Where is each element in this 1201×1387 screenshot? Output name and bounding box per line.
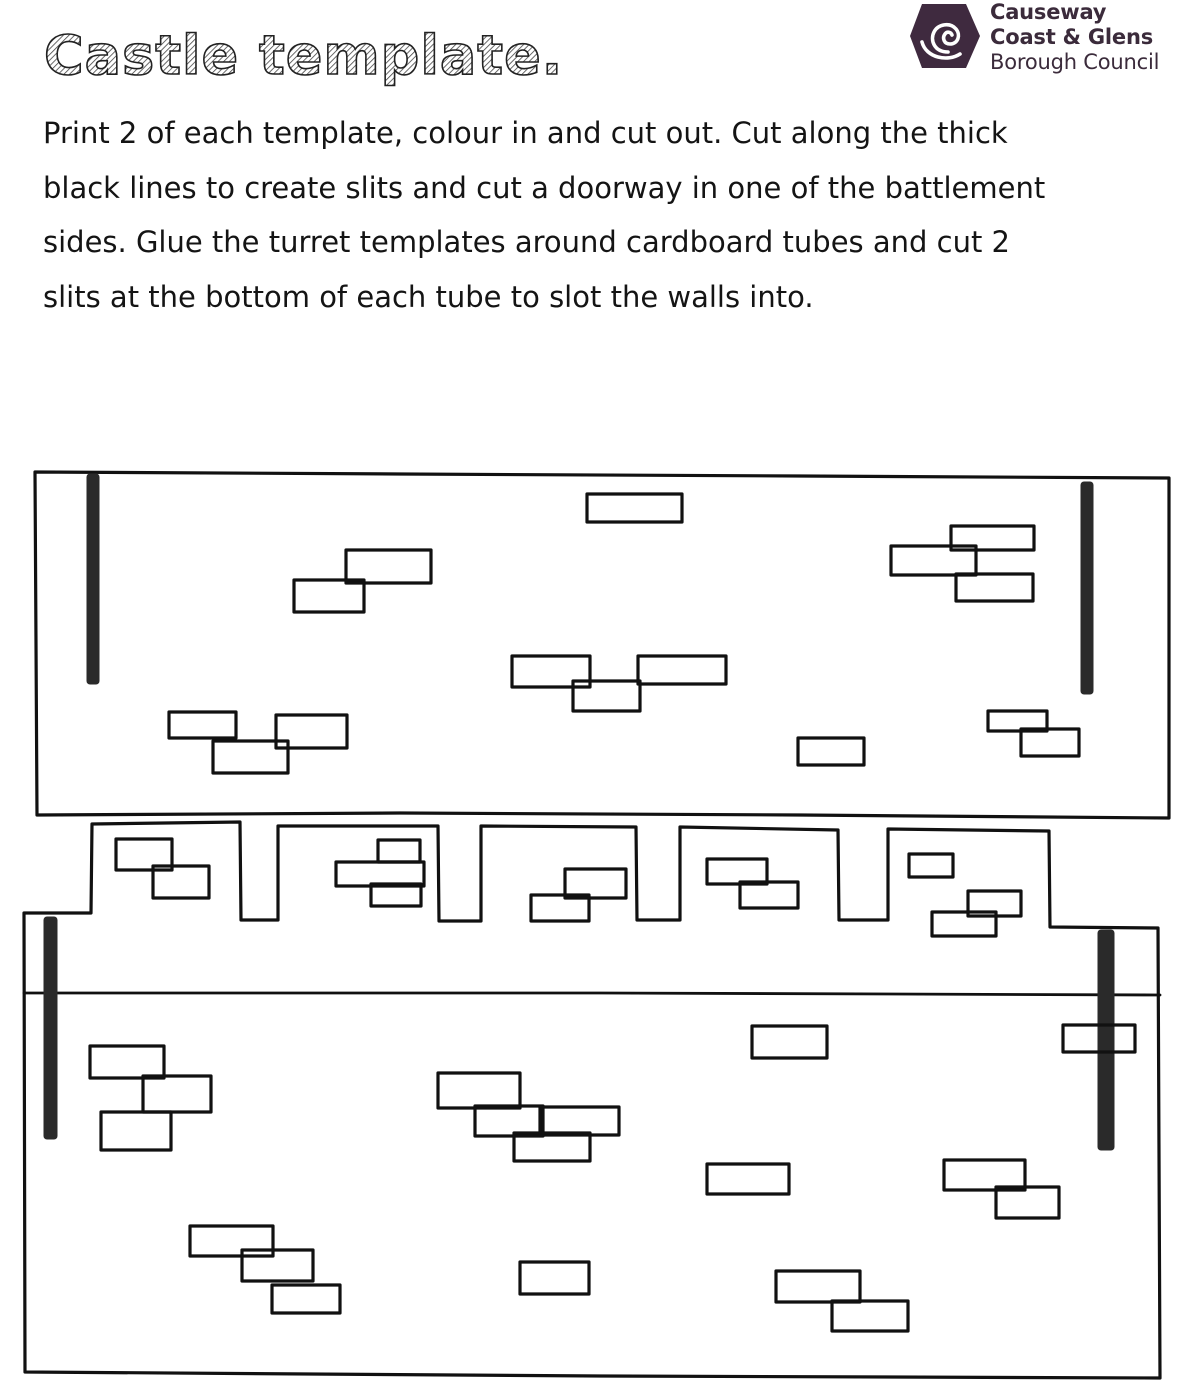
fold-line bbox=[24, 993, 1160, 995]
spiral-logo-icon bbox=[908, 2, 982, 70]
castle-template-drawing bbox=[0, 440, 1201, 1382]
cut-slit-left bbox=[87, 474, 99, 684]
brick-pattern bbox=[169, 494, 1079, 773]
turret-template bbox=[35, 472, 1169, 818]
brick-pattern bbox=[90, 839, 1135, 1331]
cut-slit-left bbox=[44, 917, 57, 1139]
cut-slit-right bbox=[1081, 482, 1093, 694]
turret-template-outline bbox=[35, 472, 1169, 818]
battlement-template-outline bbox=[24, 822, 1160, 1378]
page-title-text: Castle template. bbox=[44, 24, 564, 87]
logo-wordmark bbox=[990, 0, 1159, 75]
page-title bbox=[42, 22, 602, 92]
council-logo bbox=[908, 0, 1198, 74]
cut-slit-right bbox=[1098, 930, 1114, 1150]
logo-line-3: Borough Council bbox=[990, 50, 1160, 74]
logo-line-2: Coast & Glens bbox=[990, 25, 1154, 49]
logo-line-1: Causeway bbox=[990, 0, 1107, 24]
battlement-template bbox=[24, 822, 1160, 1378]
instructions-text: Print 2 of each template, colour in and cut out. Cut along the thick black lines to create slits and cut a doorway in one of the battlement sides. Glue the turret templates around cardboard tubes and cut 2 slits at the bottom of each tube to slot the walls into. bbox=[43, 116, 1046, 314]
